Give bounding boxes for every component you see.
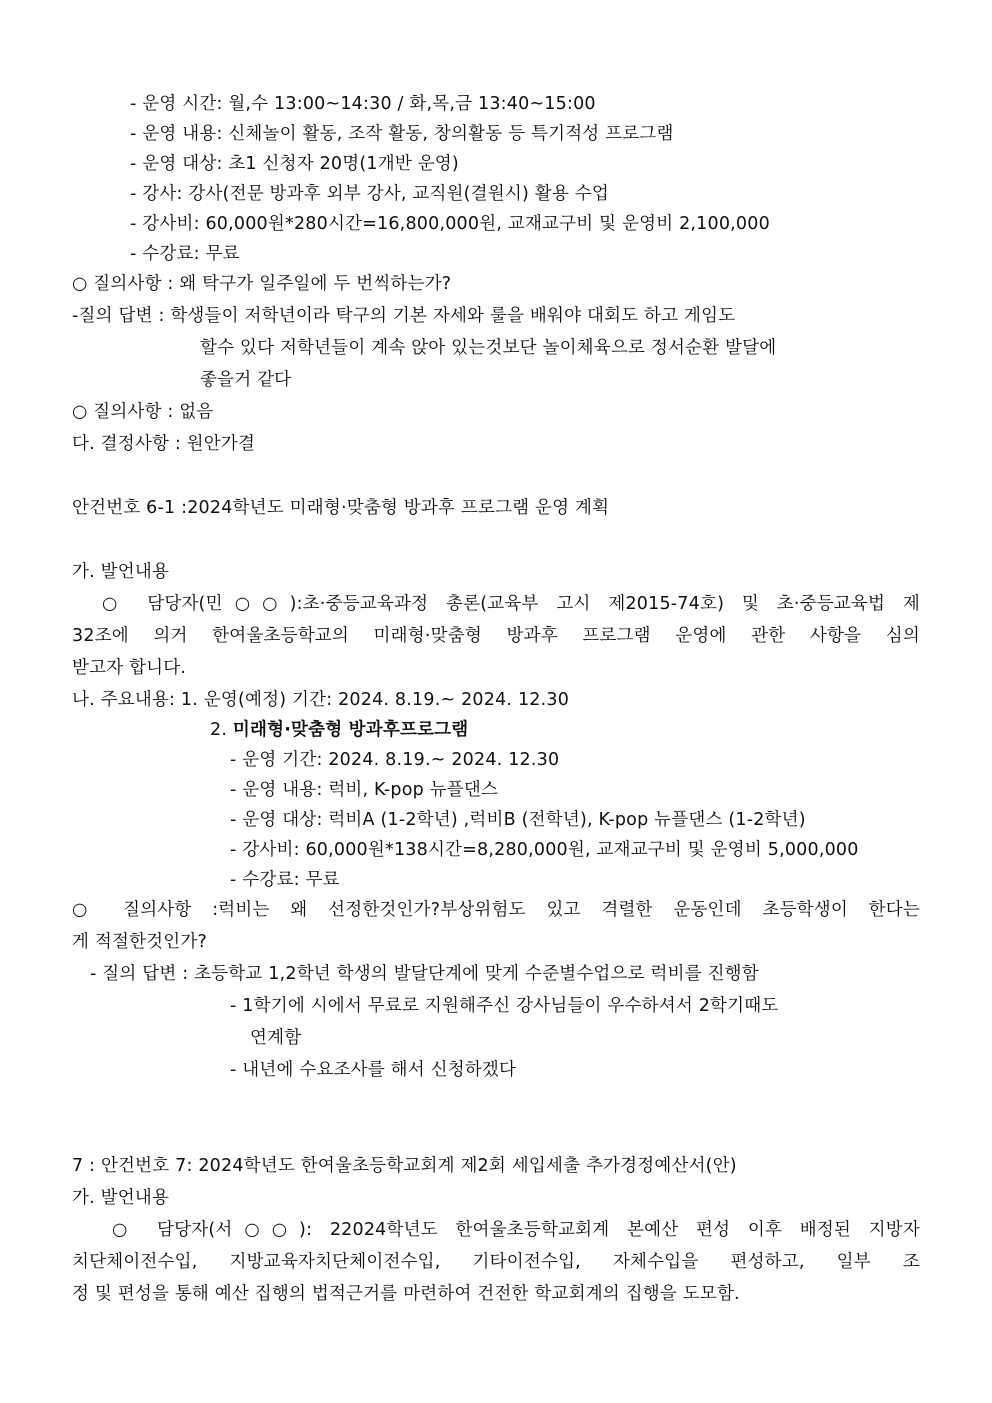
answer-continuation: 할수 있다 저학년들이 계속 앉아 있는것보단 놀이체육으로 정서순환 발달에 — [200, 338, 777, 358]
answer-line: - 질의 답변 : 초등학교 1,2학년 학생의 발달단계에 맞게 수준별수업으로 럭비를 진행함 — [90, 964, 759, 984]
main-content-line: 나. 주요내용: 1. 운영(예정) 기간: 2024. 8.19.~ 2024. 12.30 — [72, 690, 570, 710]
statement-line: 정 및 편성을 통해 예산 집행의 법적근거를 마련하여 건전한 학교회계의 집행을 도모함. — [72, 1284, 740, 1304]
detail-period: - 운영 기간: 2024. 8.19.~ 2024. 12.30 — [230, 750, 560, 770]
question-line: ○ 질의사항 : 왜 탁구가 일주일에 두 번씩하는가? — [72, 274, 452, 294]
detail-tuition: - 수강료: 무료 — [230, 870, 340, 890]
statement-line: 32조에 의거 한여울초등학교의 미래형·맞춤형 방과후 프로그램 운영에 관한 사항을 심의 — [72, 626, 920, 646]
main-content-line-2 — [210, 719, 468, 741]
answer-continuation: 좋을거 같다 — [200, 370, 292, 390]
detail-content: - 운영 내용: 럭비, K-pop 뉴플댄스 — [230, 780, 499, 800]
agenda-title: 안건번호 6-1 :2024학년도 미래형·맞춤형 방과후 프로그램 운영 계획 — [72, 498, 610, 518]
section-heading: 가. 발언내용 — [72, 562, 170, 582]
statement-line: 받고자 합니다. — [72, 658, 187, 678]
statement-line: ○ 담당자(민○○):초·중등교육과정 총론(교육부 고시 제2015-74호) 및 초·중등교육법 제 — [102, 594, 920, 614]
question-line: ○ 질의사항 :럭비는 왜 선정한것인가?부상위험도 있고 격렬한 운동인데 초등학생이 한다는 — [72, 900, 920, 920]
detail-target: - 운영 대상: 럭비A (1-2학년) ,럭비B (전학년), K-pop 뉴플댄스 (1-2학년) — [230, 810, 806, 830]
statement-line: ○ 담당자(서○○): 22024학년도 한여울초등학교회계 본예산 편성 이후 배정된 지방자 — [112, 1220, 920, 1240]
answer-continuation: 연계함 — [250, 1028, 302, 1048]
program-title: 미래형·맞춤형 방과후프로그램 — [232, 720, 469, 740]
detail-program-content: - 운영 내용: 신체놀이 활동, 조작 활동, 창의활동 등 특기적성 프로그램 — [130, 124, 674, 144]
item-number: 2. — [210, 720, 228, 740]
detail-operating-hours: - 운영 시간: 월,수 13:00~14:30 / 화,목,금 13:40~15:00 — [130, 94, 596, 114]
answer-continuation: - 1학기에 시에서 무료로 지원해주신 강사님들이 우수하셔서 2학기때도 — [230, 996, 779, 1016]
agenda-title: 7 : 안건번호 7: 2024학년도 한여울초등학교회계 제2회 세입세출 추가경정예산서(안) — [72, 1156, 737, 1176]
detail-tuition: - 수강료: 무료 — [130, 244, 240, 264]
decision-line: 다. 결정사항 : 원안가결 — [72, 434, 256, 454]
statement-line: 치단체이전수입, 지방교육자치단체이전수입, 기타이전수입, 자체수입을 편성하고, 일부 조 — [72, 1252, 920, 1272]
detail-instructor: - 강사: 강사(전문 방과후 외부 강사, 교직원(결원시) 활용 수업 — [130, 184, 609, 204]
detail-target: - 운영 대상: 초1 신청자 20명(1개반 운영) — [130, 154, 459, 174]
detail-instructor-fee: - 강사비: 60,000원*138시간=8,280,000원, 교재교구비 및 운영비 5,000,000 — [230, 840, 859, 860]
detail-instructor-fee: - 강사비: 60,000원*280시간=16,800,000원, 교재교구비 및 운영비 2,100,000 — [130, 214, 770, 234]
section-heading: 가. 발언내용 — [72, 1188, 170, 1208]
answer-continuation: - 내년에 수요조사를 해서 신청하겠다 — [230, 1060, 517, 1080]
answer-line: -질의 답변 : 학생들이 저학년이라 탁구의 기본 자세와 룰을 배워야 대회도 하고 게임도 — [72, 306, 736, 326]
question-continuation: 게 적절한것인가? — [72, 932, 207, 952]
question-line: ○ 질의사항 : 없음 — [72, 402, 214, 422]
